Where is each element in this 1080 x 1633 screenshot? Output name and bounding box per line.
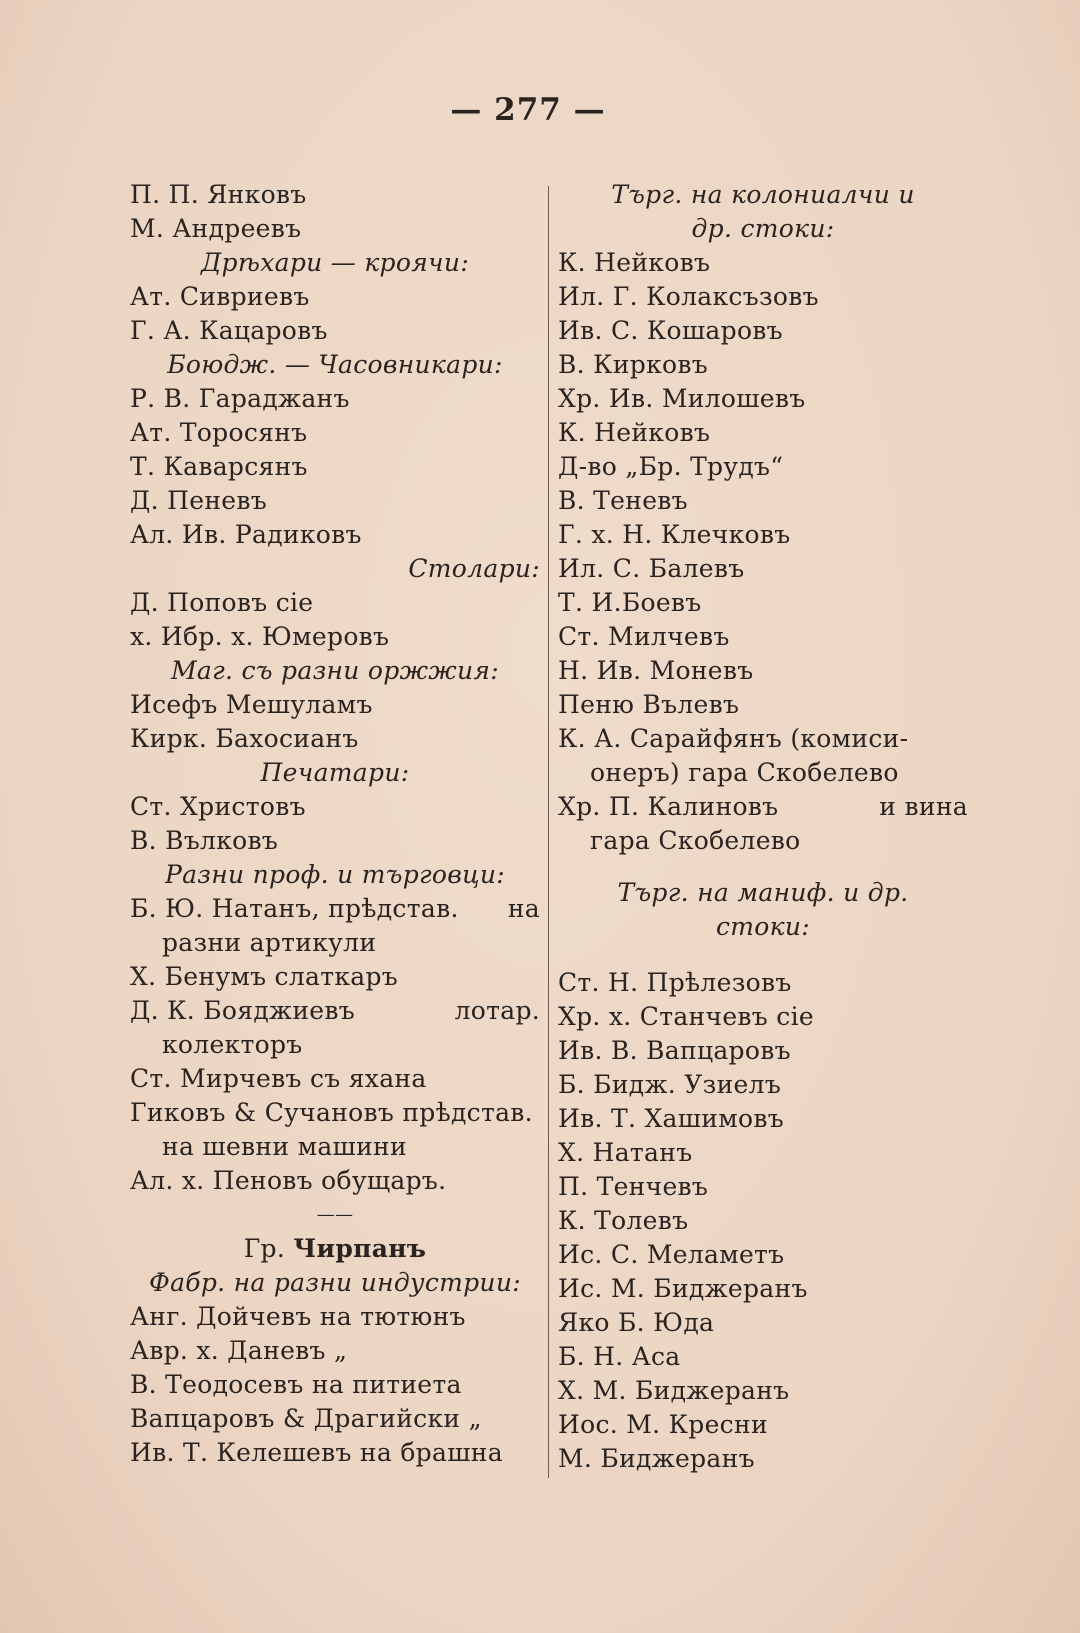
list-item: Авр. х. Даневъ „ bbox=[130, 1336, 348, 1365]
list-item: Х. Натанъ bbox=[558, 1138, 693, 1167]
list-item: Ст. Милчевъ bbox=[558, 622, 730, 651]
list-item: В. Вълковъ bbox=[130, 826, 279, 855]
list-item-continuation: на шевни машини bbox=[162, 1132, 407, 1161]
list-item: Ат. Сивриевъ bbox=[130, 282, 310, 311]
list-item: Ат. Торосянъ bbox=[130, 418, 308, 447]
list-item: Ив. С. Кошаровъ bbox=[558, 316, 783, 345]
list-item: Ил. Г. Колаксъзовъ bbox=[558, 282, 819, 311]
section-heading: Търг. на колониалчи и bbox=[611, 180, 915, 209]
list-item: Ил. С. Балевъ bbox=[558, 554, 745, 583]
section-heading: др. стоки: bbox=[691, 214, 835, 243]
list-item: Н. Ив. Моневъ bbox=[558, 656, 754, 685]
list-item-continuation: онеръ) гара Скобелево bbox=[590, 758, 899, 787]
list-item: Пеню Вълевъ bbox=[558, 690, 740, 719]
list-item: В. Теодосевъ на питиета bbox=[130, 1370, 462, 1399]
list-item: М. Андреевъ bbox=[130, 214, 302, 243]
list-item: Яко Б. Юда bbox=[558, 1308, 715, 1337]
list-item: М. Биджеранъ bbox=[558, 1444, 755, 1473]
list-item: Т. Каварсянъ bbox=[130, 452, 308, 481]
list-item: Кирк. Бахосианъ bbox=[130, 724, 359, 753]
list-item: Вапцаровъ & Драгийски „ bbox=[130, 1404, 482, 1433]
section-heading: стоки: bbox=[715, 912, 810, 941]
list-item: В. Теневъ bbox=[558, 486, 688, 515]
list-item: К. А. Сарайфянъ (комиси- bbox=[558, 724, 909, 753]
section-heading: Разни проф. и търговци: bbox=[164, 860, 506, 889]
list-item: Ис. С. Меламетъ bbox=[558, 1240, 785, 1269]
list-item: Д. Поповъ сіе bbox=[130, 588, 314, 617]
list-item: Ив. В. Вапцаровъ bbox=[558, 1036, 791, 1065]
list-item-text: Д. К. Бояджиевъ bbox=[130, 996, 355, 1025]
list-item: Ал. Ив. Радиковъ bbox=[130, 520, 362, 549]
list-item: Хр. Ив. Милошевъ bbox=[558, 384, 806, 413]
list-item bbox=[558, 1476, 968, 1510]
list-item: Б. Н. Аса bbox=[558, 1342, 681, 1371]
list-item: Ив. Т. Хашимовъ bbox=[558, 1104, 784, 1133]
list-item: Д. Пеневъ bbox=[130, 486, 267, 515]
section-heading: Столари: bbox=[408, 554, 540, 583]
list-item: Гиковъ & Сучановъ прѣдстав. bbox=[130, 1098, 533, 1127]
list-item: Ив. Т. Келешевъ на брашна bbox=[130, 1438, 503, 1467]
column-divider bbox=[548, 186, 549, 1478]
list-item: Г. х. Н. Клечковъ bbox=[558, 520, 791, 549]
list-item bbox=[130, 994, 540, 1028]
list-item: Ис. М. Биджеранъ bbox=[558, 1274, 808, 1303]
list-item bbox=[558, 790, 968, 824]
section-heading: Боюдж. — Часовникари: bbox=[167, 350, 503, 379]
list-item: Хр. х. Станчевъ сіе bbox=[558, 1002, 814, 1031]
list-item-text: Хр. П. Калиновъ bbox=[558, 792, 779, 821]
separator-rule: —— bbox=[316, 1204, 354, 1225]
list-item: Х. М. Биджеранъ bbox=[558, 1376, 790, 1405]
section-heading: Фабр. на разни индустрии: bbox=[149, 1268, 521, 1297]
right-column bbox=[558, 178, 968, 1510]
section-heading: Маг. съ разни оржжия: bbox=[171, 656, 499, 685]
list-item-continuation: разни артикули bbox=[162, 928, 377, 957]
list-item: К. Толевъ bbox=[558, 1206, 689, 1235]
list-item: В. Кирковъ bbox=[558, 350, 708, 379]
list-item: П. П. Янковъ bbox=[130, 180, 307, 209]
section-heading: Печатари: bbox=[260, 758, 410, 787]
list-item-continuation: гара Скобелево bbox=[590, 826, 801, 855]
list-item: Ст. Н. Прѣлезовъ bbox=[558, 968, 792, 997]
left-column bbox=[130, 178, 540, 1470]
list-item: К. Нейковъ bbox=[558, 248, 711, 277]
list-item: Р. В. Гараджанъ bbox=[130, 384, 350, 413]
list-item: Г. А. Кацаровъ bbox=[130, 316, 328, 345]
town-prefix: Гр. bbox=[243, 1234, 286, 1263]
section-heading: Търг. на маниф. и др. bbox=[617, 878, 909, 907]
town-heading bbox=[130, 1232, 540, 1266]
page-number: — 277 — bbox=[450, 92, 606, 128]
list-item-text: на bbox=[507, 894, 540, 923]
list-item: х. Ибр. х. Юмеровъ bbox=[130, 622, 390, 651]
list-item: Ал. х. Пеновъ обущаръ. bbox=[130, 1166, 447, 1195]
list-item: Т. И.Боевъ bbox=[558, 588, 702, 617]
list-item: Анг. Дойчевъ на тютюнъ bbox=[130, 1302, 466, 1331]
list-item bbox=[130, 892, 540, 926]
section-heading: Дрѣхари — кроячи: bbox=[200, 248, 470, 277]
list-item: Ст. Мирчевъ съ яхана bbox=[130, 1064, 427, 1093]
list-item-continuation: колекторъ bbox=[162, 1030, 303, 1059]
list-item: К. Нейковъ bbox=[558, 418, 711, 447]
list-item-text: лотар. bbox=[454, 996, 540, 1025]
list-item: Иос. М. Кресни bbox=[558, 1410, 768, 1439]
list-item-text: и вина bbox=[879, 792, 968, 821]
list-item: Ст. Христовъ bbox=[130, 792, 306, 821]
list-item: Д-во „Бр. Трудъ“ bbox=[558, 452, 784, 481]
list-item: Х. Бенумъ слаткаръ bbox=[130, 962, 398, 991]
list-item: Исефъ Мешуламъ bbox=[130, 690, 373, 719]
list-item-text: Б. Ю. Натанъ, прѣдстав. bbox=[130, 894, 459, 923]
town-name: Чирпанъ bbox=[293, 1234, 427, 1263]
list-item: П. Тенчевъ bbox=[558, 1172, 709, 1201]
list-item: Б. Бидж. Узиелъ bbox=[558, 1070, 782, 1099]
